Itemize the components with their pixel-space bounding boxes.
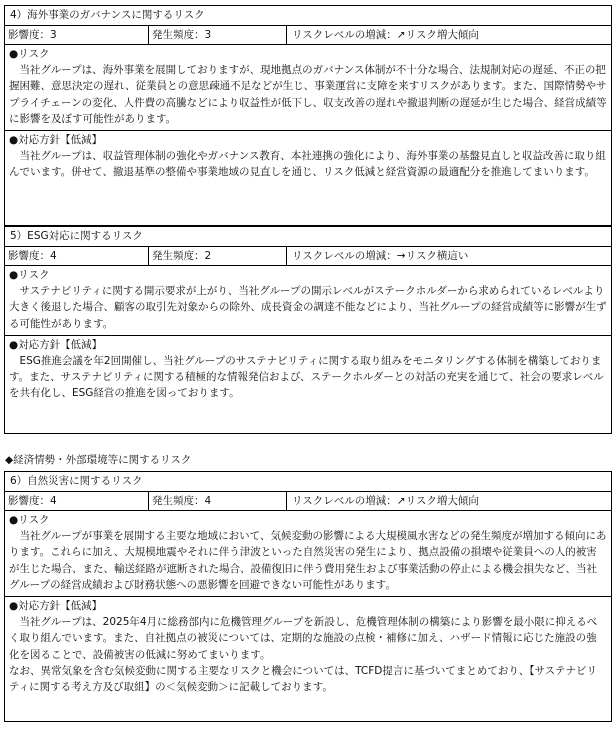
policy-label: ●対応方針【低減】: [9, 600, 103, 613]
policy-label: ●対応方針【低減】: [9, 338, 103, 351]
risk-description: 当社グループが事業を展開する主要な地域において、気候変動の影響による大規模風水害などの発生頻度が増加する傾向にあります。これらに加え、大規模地震やそれに伴う津波といった自然災害の発生により、拠点設備の損壊や従業員への人的被害が生じた場合、また、輸送経路が遮断された場合、設備復旧に伴う費用発生および事業活動の停止による機会損失など、当社グループの経営成績および財務状態への悪影響を回避できない可能性があります。: [9, 530, 607, 591]
policy-note: なお、異常気象を含む気候変動に関する主要なリスクと機会については、TCFD提言に基づいてまとめており、【サステナビリティに関する考え方及び取組】の＜気候変動＞に記載しております。: [9, 664, 597, 694]
trend-cell: リスクレベルの増減：↗リスク増大傾向: [292, 495, 479, 507]
risk-label: ●リスク: [9, 48, 50, 60]
risk-title: 6）自然災害に関するリスク: [5, 472, 611, 492]
risk-description: 当社グループは、海外事業を展開しておりますが、現地拠点のガバナンス体制が不十分な場合、法規制対応の遅延、不正の把握困難、意思決定の遅れ、従業員との意思疎通不足などが生じ、事業運営に支障を来すリスクがあります。また、国際情勢やサプライチェーンの変化、人件費の高騰などにより収益性が低下し、収支改善の遅れや撤退判断の遅延が生じた場合、経営成績等に影響を及ぼす可能性があります。: [9, 64, 607, 125]
risk-metrics-row: [5, 26, 611, 45]
policy-label: ●対応方針【低減】: [9, 134, 103, 147]
policy-description: 当社グループは、2025年4月に総務部内に危機管理グループを新設し、危機管理体制の構築により影響を最小限に抑えるべく取り組んでいます。また、自社拠点の被災については、定期的な施設の点検・補修に加え、ハザード情報に応じた施設の強化を図ることで、設備被害の低減に努めてまいります。: [9, 616, 598, 661]
risk-section: [5, 45, 611, 130]
risk-metrics-row: [5, 247, 611, 266]
risk-metrics-row: [5, 492, 611, 511]
frequency-cell: 発生頻度：4: [149, 492, 287, 510]
policy-description: ESG推進会議を年2回開催し、当社グループのサステナビリティに関する取り組みをモニタリングする体制を構築しております。また、サステナビリティに関する積極的な情報発信および、ステークホルダーとの対話の充実を通じて、社会の要求レベルを共有化し、ESG経営の推進を図っております。: [9, 354, 604, 400]
policy-section: [5, 596, 611, 698]
risk-label: ●リスク: [9, 269, 50, 281]
risk-section: [5, 266, 611, 335]
risk-title: 5）ESG対応に関するリスク: [5, 227, 611, 247]
risk-title: 4）海外事業のガバナンスに関するリスク: [5, 6, 611, 26]
section-heading: ◆経済情勢・外部環境等に関するリスク: [5, 454, 192, 466]
impact-cell: 影響度：4: [5, 247, 149, 265]
trend-cell: リスクレベルの増減：↗リスク増大傾向: [292, 29, 479, 41]
risk-table-natural-disaster: [4, 471, 612, 722]
frequency-cell: 発生頻度：2: [149, 247, 287, 265]
frequency-cell: 発生頻度：3: [149, 26, 287, 44]
risk-description: サステナビリティに関する開示要求が上がり、当社グループの開示レベルがステークホルダーから求められているレベルより大きく後退した場合、顧客の取引先対象からの除外、成長資金の調達不能などにより、当社グループの経営成績等に影響が生ずる可能性があります。: [9, 285, 607, 330]
policy-section: [5, 130, 611, 184]
policy-description: 当社グループは、収益管理体制の強化やガバナンス教育、本社連携の強化により、海外事業の基盤見直しと収益改善に取り組んでいます。併せて、撤退基準の整備や事業地域の見直しを通じ、リスク低減と経営資源の最適配分を推進してまいります。: [9, 150, 606, 179]
impact-cell: 影響度：3: [5, 26, 149, 44]
policy-section: [5, 335, 611, 405]
risk-table-esg: [4, 226, 612, 434]
trend-cell: リスクレベルの増減：→リスク横這い: [292, 250, 469, 262]
risk-section: [5, 511, 611, 596]
impact-cell: 影響度：4: [5, 492, 149, 510]
risk-table-overseas-governance: [4, 5, 612, 226]
risk-label: ●リスク: [9, 514, 50, 526]
